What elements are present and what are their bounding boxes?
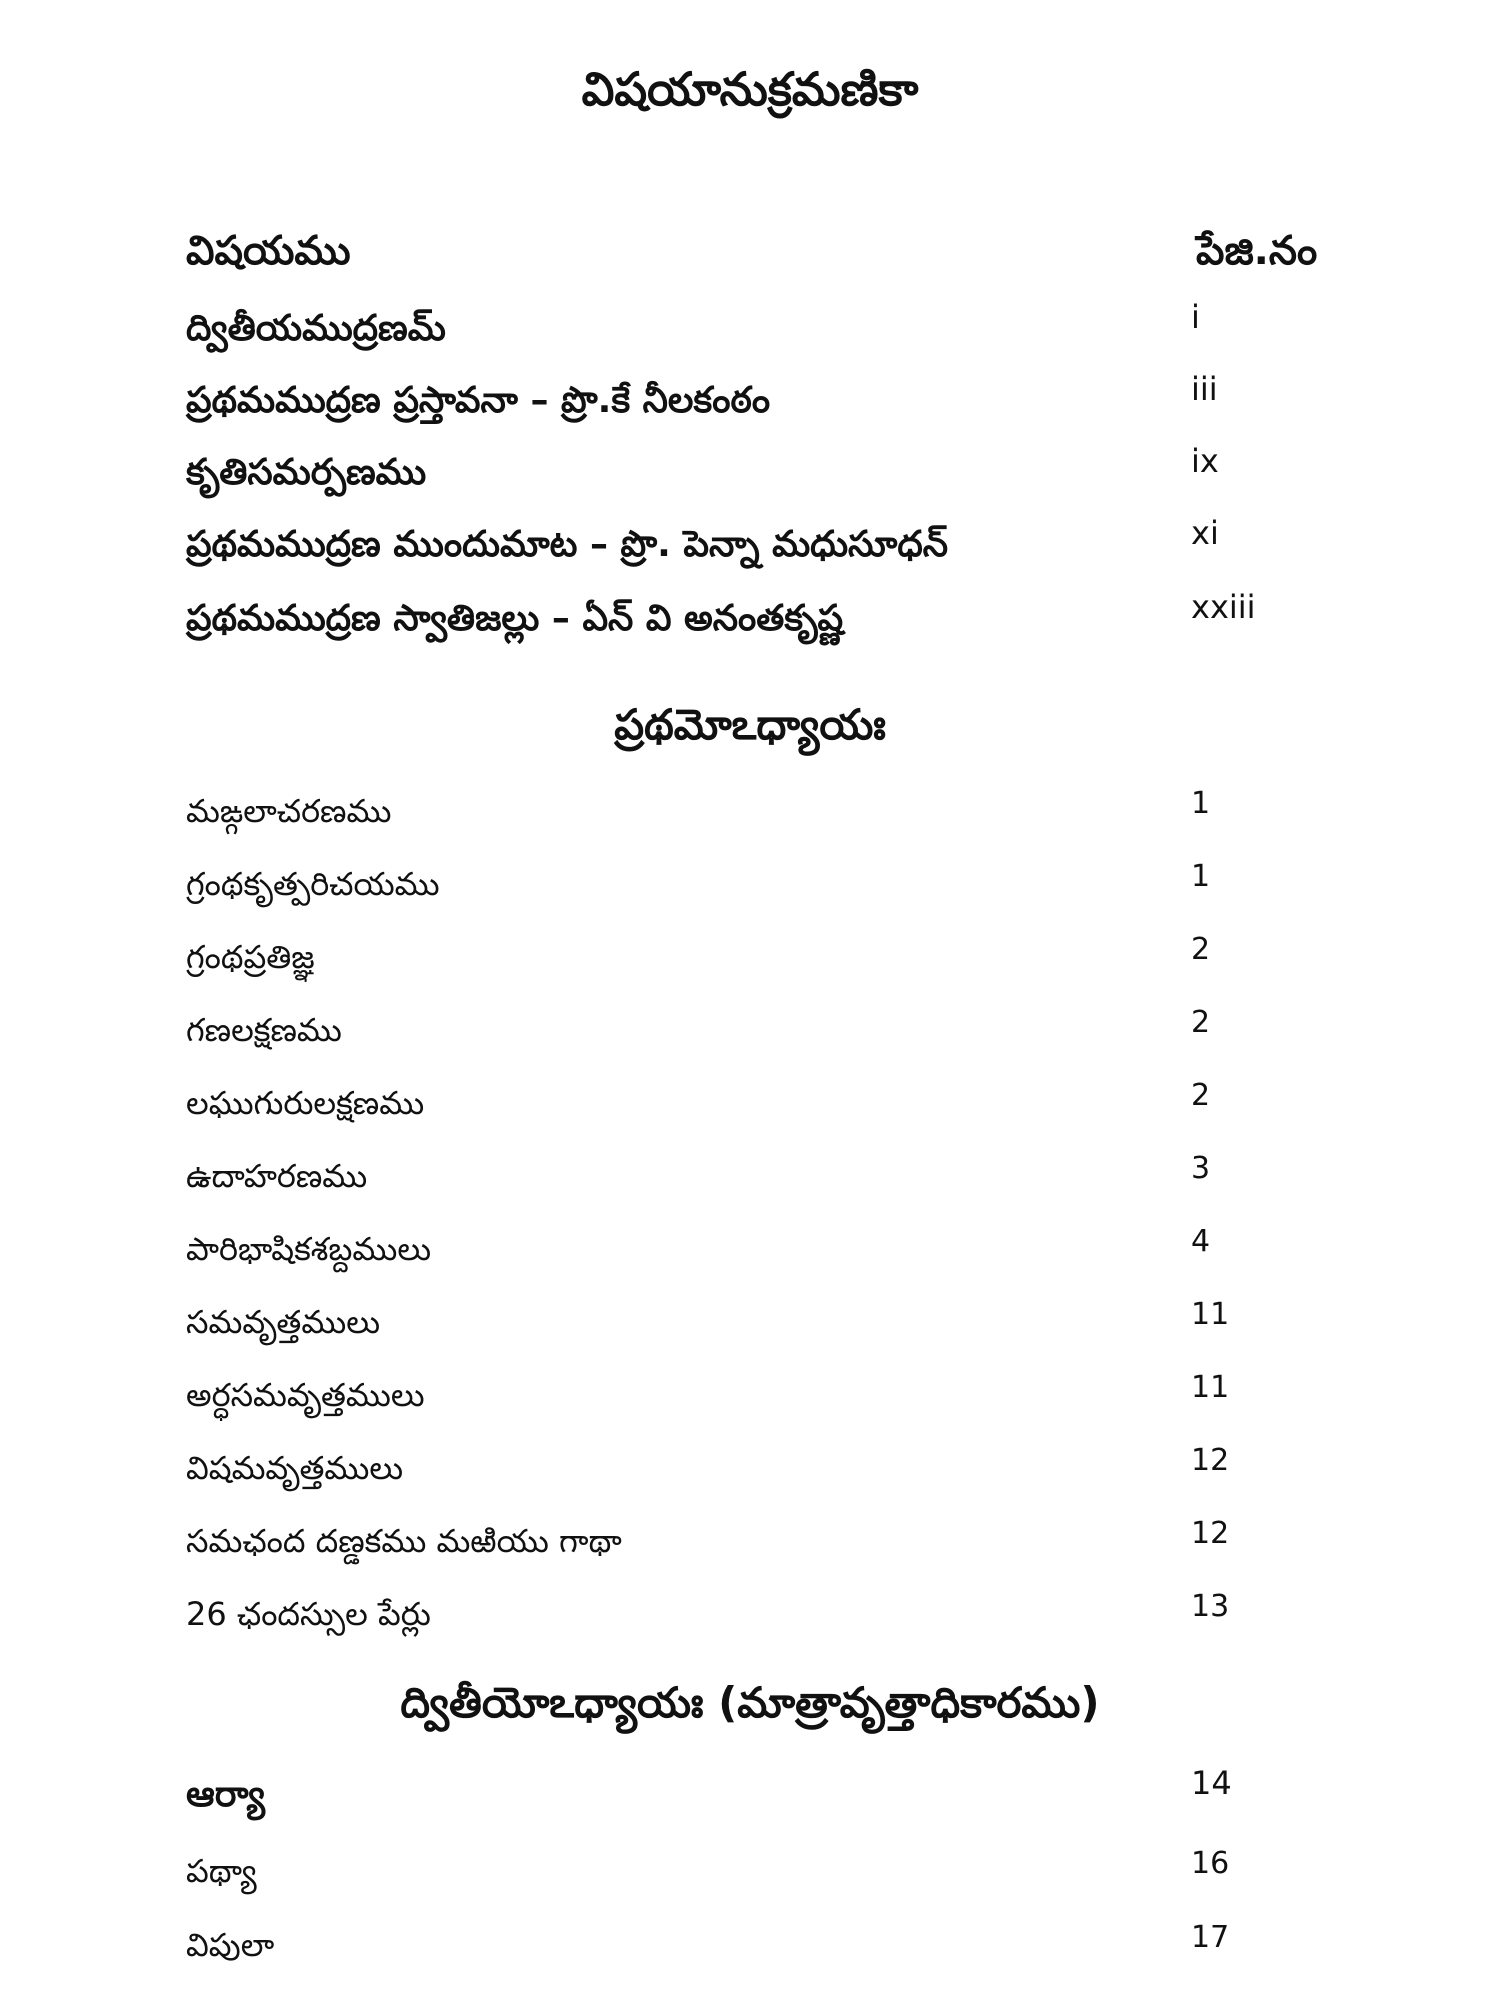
- toc-entry: అర్ధసమవృత్తములు: [186, 1376, 425, 1414]
- subject-column-heading: విషయము: [186, 228, 351, 274]
- toc-row: [186, 1224, 1336, 1290]
- toc-row: [186, 1516, 1336, 1582]
- toc-entry: 26 ఛందస్సుల పేర్లు: [186, 1595, 431, 1633]
- toc-entry: గణలక్షణము: [186, 1011, 342, 1049]
- toc-entry: ద్వితీయముద్రణమ్: [186, 308, 446, 349]
- toc-entry: గ్రంథకృత్పరిచయము: [186, 865, 440, 903]
- chapter-heading: ప్రథమోఽధ్యాయః: [614, 700, 886, 749]
- toc-entry: ప్రథమముద్రణ ముందుమాట – ప్రొ. పెన్నా మధుసూధన్: [186, 524, 949, 565]
- toc-page-number: 11: [1191, 1370, 1230, 1405]
- toc-row: [186, 1443, 1336, 1509]
- toc-row: [186, 1589, 1336, 1655]
- toc-page-number: 12: [1191, 1443, 1230, 1478]
- toc-row: [186, 514, 1336, 584]
- toc-entry: సమవృత్తములు: [186, 1303, 381, 1341]
- toc-row: [186, 932, 1336, 998]
- toc-entry: పారిభాషికశబ్దములు: [186, 1230, 432, 1268]
- toc-row: [186, 370, 1336, 440]
- toc-entry: ప్రథమముద్రణ ప్రస్తావనా – ప్రొ.కే నీలకంఠం: [186, 380, 771, 421]
- toc-page-number: 14: [1191, 1764, 1232, 1802]
- toc-page-number: 16: [1191, 1846, 1230, 1881]
- toc-entry: విషమవృత్తములు: [186, 1449, 404, 1487]
- page-column-heading: పేజి.నం: [1196, 228, 1318, 274]
- toc-page-number: 12: [1191, 1516, 1230, 1551]
- toc-page-number: iii: [1191, 370, 1218, 408]
- toc-entry: సమఛంద దణ్డకము మఱియు గాథా: [186, 1522, 622, 1560]
- toc-page-number: 1: [1191, 786, 1211, 821]
- page-title: విషయానుక్రమణికా: [581, 62, 919, 116]
- toc-header-row: [186, 228, 1336, 288]
- toc-page-number: 2: [1191, 1005, 1211, 1040]
- toc-entry: కృతిసమర్పణము: [186, 452, 427, 493]
- toc-row: [186, 1764, 1336, 1834]
- toc-entry: గ్రంథప్రతిజ్ఞ: [186, 938, 315, 976]
- toc-page-number: i: [1191, 298, 1200, 336]
- toc-row: [186, 1005, 1336, 1071]
- toc-page-number: 2: [1191, 1078, 1211, 1113]
- toc-entry: పథ్యా: [186, 1852, 257, 1890]
- toc-entry: లఘుగురులక్షణము: [186, 1084, 425, 1122]
- toc-entry: విపులా: [186, 1926, 275, 1964]
- toc-row: [186, 1078, 1336, 1144]
- toc-row: [186, 786, 1336, 852]
- chapter-heading: ద్వితీయోఽధ్యాయః (మాత్రావృత్తాధికారము): [400, 1678, 1100, 1727]
- toc-page-number: 17: [1191, 1920, 1230, 1955]
- toc-entry: మఙ్గలాచరణము: [186, 792, 392, 830]
- toc-page-number: 11: [1191, 1297, 1230, 1332]
- toc-page-number: xi: [1191, 514, 1219, 552]
- toc-page-number: 4: [1191, 1224, 1211, 1259]
- toc-entry: ఆర్యా: [186, 1774, 265, 1815]
- toc-page-number: 13: [1191, 1589, 1230, 1624]
- toc-row: [186, 859, 1336, 925]
- toc-row: [186, 298, 1336, 368]
- toc-row: [186, 1151, 1336, 1217]
- toc-row: [186, 1920, 1336, 1986]
- toc-row: [186, 442, 1336, 512]
- toc-row: [186, 1297, 1336, 1363]
- toc-page-number: 2: [1191, 932, 1211, 967]
- toc-page-number: 3: [1191, 1151, 1211, 1186]
- toc-page-number: ix: [1191, 442, 1219, 480]
- toc-page-number: xxiii: [1191, 588, 1256, 626]
- toc-row: [186, 1370, 1336, 1436]
- toc-page-number: 1: [1191, 859, 1211, 894]
- toc-row: [186, 588, 1336, 658]
- toc-entry: ప్రథమముద్రణ స్వాతిజల్లు – ఏన్ వి అనంతకృష్ణ: [186, 598, 844, 639]
- toc-entry: ఉదాహరణము: [186, 1157, 368, 1195]
- toc-row: [186, 1846, 1336, 1912]
